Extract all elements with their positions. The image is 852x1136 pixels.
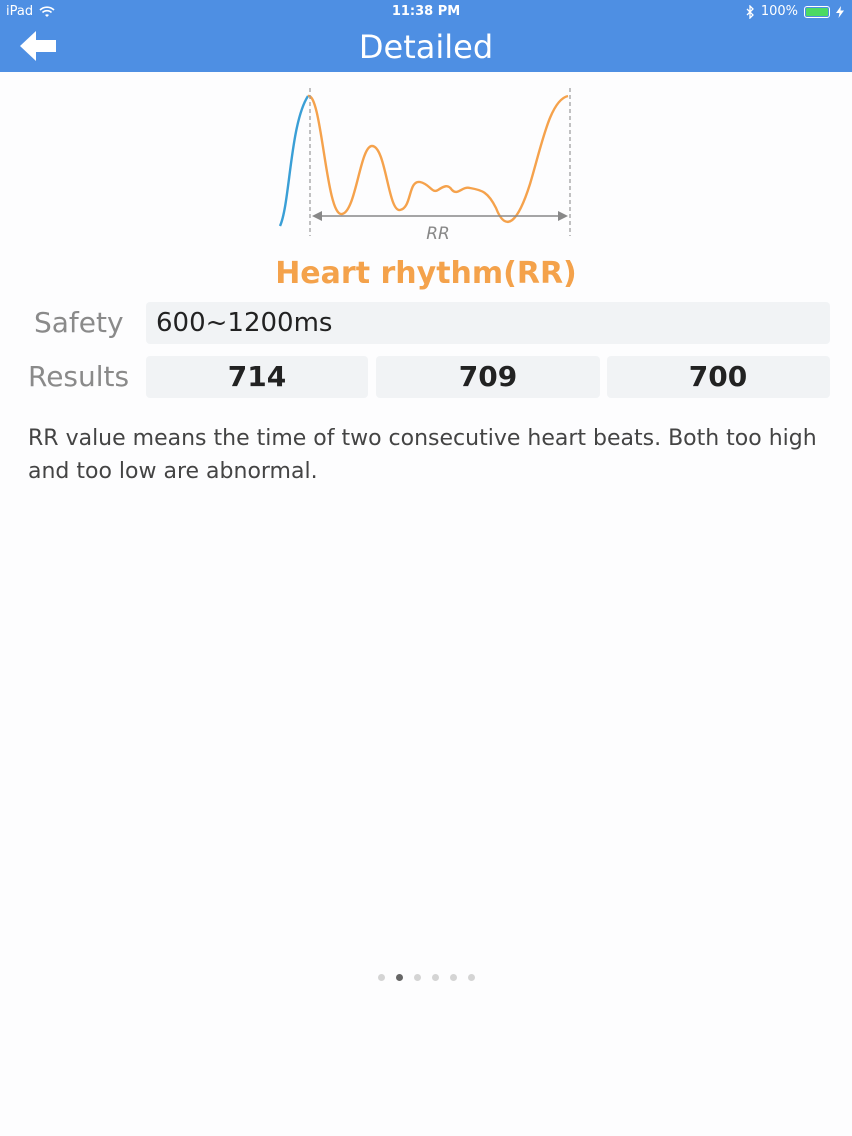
rr-wave <box>308 96 568 222</box>
page-dot-3[interactable] <box>414 974 421 981</box>
charging-icon <box>836 6 844 18</box>
rr-arrow-right <box>558 211 568 221</box>
result-value-2: 709 <box>458 360 518 393</box>
safety-label: Safety <box>34 306 124 339</box>
lead-wave <box>280 96 308 226</box>
nav-bar <box>0 0 852 72</box>
safety-value: 600~1200ms <box>156 308 333 338</box>
result-value-1: 714 <box>227 360 287 393</box>
status-time: 11:38 PM <box>391 4 461 19</box>
bluetooth-icon <box>746 5 755 19</box>
result-value-3: 700 <box>688 360 748 393</box>
page-indicator[interactable] <box>0 974 852 981</box>
status-bar <box>0 0 852 24</box>
page-dot-1[interactable] <box>378 974 385 981</box>
section-title: Heart rhythm(RR) <box>275 256 577 291</box>
page-dot-2[interactable] <box>396 974 403 981</box>
page-dot-6[interactable] <box>468 974 475 981</box>
battery-percent: 100% <box>760 4 798 19</box>
page-dot-4[interactable] <box>432 974 439 981</box>
results-label: Results <box>28 360 130 393</box>
page-dot-5[interactable] <box>450 974 457 981</box>
page-title: Detailed <box>358 28 494 66</box>
rr-interval-label: RR <box>426 224 450 244</box>
rr-wave-diagram <box>270 84 582 244</box>
description-text: RR value means the time of two consecutive heart beats. Both too high and too low are abnormal. <box>28 426 817 484</box>
status-right <box>746 4 844 19</box>
rr-arrow-left <box>312 211 322 221</box>
device-label: iPad <box>6 4 34 19</box>
battery-icon <box>804 6 830 18</box>
